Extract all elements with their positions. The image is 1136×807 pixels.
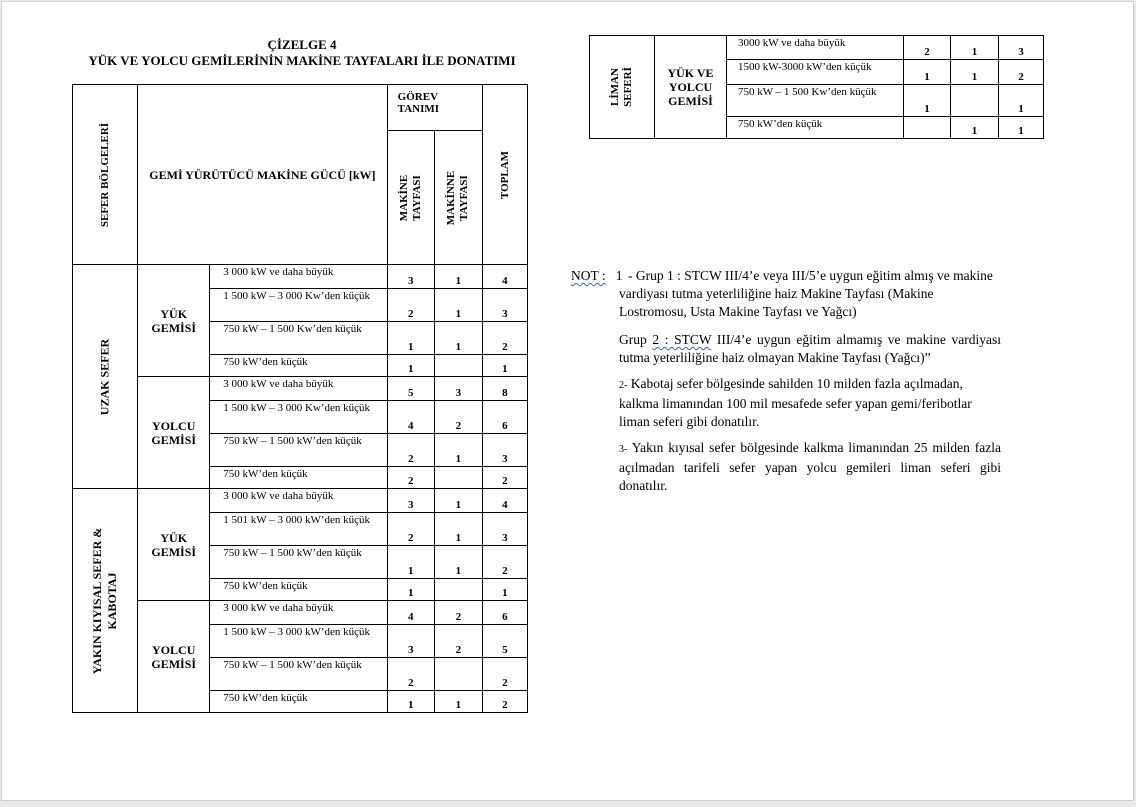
power-range-cell: 750 kW – 1 500 kW’den küçük: [210, 434, 387, 467]
table-row: [73, 265, 528, 289]
makine-tayfasi-value: 1: [387, 546, 434, 579]
makinne-tayfasi-value: 2: [434, 401, 482, 434]
header-makinne-tayfasi: MAKİNNE TAYFASI: [434, 131, 482, 265]
power-range-cell: 1 501 kW – 3 000 kW’den küçük: [210, 513, 387, 546]
header-makine-tayfasi: MAKİNE TAYFASI: [387, 131, 434, 265]
power-range-cell: 1500 kW-3000 kW’den küçük: [727, 60, 904, 85]
table-title: YÜK VE YOLCU GEMİLERİNİN MAKİNE TAYFALARI İLE DONATIMI: [88, 53, 516, 68]
ship-type-cell: YÜK VE YOLCU GEMİSİ: [655, 36, 727, 139]
note-3-text: Yakın kıyısal sefer bölgesinde kalkma limanından 25 milden fazla açılmadan tarifeli sefer yapan yolcu gemileri liman seferi gibi donatılır.: [619, 440, 1001, 493]
power-range-cell: 1 500 kW – 3 000 kW’den küçük: [210, 625, 387, 658]
makinne-tayfasi-value: 2: [434, 625, 482, 658]
note-group-2-text: III/4’e uygun eğitim almamış ve makine vardiyası tutma yeterliliğine haiz olmayan Makine Tayfası (Yağcı)”: [619, 332, 1001, 365]
note-2-text: Kabotaj sefer bölgesinde sahilden 10 milden fazla açılmadan, kalkma limanından 100 mil mesafede sefer yapan gemi/feribotlar liman seferi gibi donatılır.: [619, 376, 972, 429]
power-range-cell: 750 kW – 1 500 kW’den küçük: [210, 546, 387, 579]
power-range-cell: 3 000 kW ve daha büyük: [210, 601, 387, 625]
makine-tayfasi-value: 3: [387, 489, 434, 513]
power-range-cell: 750 kW’den küçük: [210, 691, 387, 713]
toplam-value: 1: [482, 355, 527, 377]
toplam-value: 2: [482, 546, 527, 579]
power-range-cell: 3 000 kW ve daha büyük: [210, 377, 387, 401]
ship-type-cell: YOLCU GEMİSİ: [138, 377, 210, 489]
note-2: [571, 375, 1001, 431]
makine-tayfasi-value: 2: [387, 289, 434, 322]
makine-tayfasi-value: 3: [387, 265, 434, 289]
toplam-value: 1: [482, 579, 527, 601]
makinne-tayfasi-value: [434, 579, 482, 601]
power-range-cell: 1 500 kW – 3 000 Kw’den küçük: [210, 289, 387, 322]
note-1-number: 1: [615, 268, 623, 283]
ship-type-cell: YÜK GEMİSİ: [138, 265, 210, 377]
toplam-value: 4: [482, 489, 527, 513]
note-3-number: 3-: [619, 444, 628, 455]
makinne-tayfasi-value: 1: [951, 117, 999, 139]
makine-tayfasi-value: 1: [387, 691, 434, 713]
power-range-cell: 3 000 kW ve daha büyük: [210, 489, 387, 513]
power-range-cell: 750 kW – 1 500 kW’den küçük: [210, 658, 387, 691]
note-label: NOT :: [571, 268, 606, 283]
makinne-tayfasi-value: 2: [434, 601, 482, 625]
note-1: [571, 267, 1001, 321]
toplam-value: 5: [482, 625, 527, 658]
toplam-value: 1: [999, 85, 1044, 117]
makinne-tayfasi-value: [434, 355, 482, 377]
makinne-tayfasi-value: 1: [434, 691, 482, 713]
makine-tayfasi-value: 2: [904, 36, 951, 60]
toplam-value: 2: [482, 467, 527, 489]
toplam-value: 3: [482, 434, 527, 467]
makinne-tayfasi-value: 1: [434, 289, 482, 322]
toplam-value: 6: [482, 601, 527, 625]
toplam-value: 1: [999, 117, 1044, 139]
makinne-tayfasi-value: [951, 85, 999, 117]
toplam-value: 2: [999, 60, 1044, 85]
toplam-value: 2: [482, 322, 527, 355]
toplam-value: 3: [482, 289, 527, 322]
toplam-value: 4: [482, 265, 527, 289]
makinne-tayfasi-value: 1: [434, 322, 482, 355]
region-cell: UZAK SEFER: [73, 265, 138, 489]
makinne-tayfasi-value: 1: [951, 60, 999, 85]
note-1-text: - Grup 1 : STCW III/4’e veya III/5’e uygun eğitim almış ve makine vardiyası tutma yeterliliğine haiz Makine Tayfası (Makine Lostromosu, Usta Makine Tayfası ve Yağcı): [619, 268, 993, 319]
toplam-value: 3: [999, 36, 1044, 60]
note-group-2: [571, 331, 1001, 367]
toplam-value: 6: [482, 401, 527, 434]
makine-tayfasi-value: [904, 117, 951, 139]
note-2-number: 2-: [619, 380, 628, 391]
makine-tayfasi-value: 2: [387, 658, 434, 691]
notes-block: [571, 267, 1001, 495]
makine-tayfasi-value: 4: [387, 401, 434, 434]
power-range-cell: 750 kW – 1 500 Kw’den küçük: [727, 85, 904, 117]
note-group-2-mark: 2 : STCW: [652, 332, 712, 347]
makine-tayfasi-value: 1: [387, 355, 434, 377]
power-range-cell: 3 000 kW ve daha büyük: [210, 265, 387, 289]
power-range-cell: 750 kW – 1 500 Kw’den küçük: [210, 322, 387, 355]
makinne-tayfasi-value: [434, 658, 482, 691]
power-range-cell: 3000 kW ve daha büyük: [727, 36, 904, 60]
header-gorev-tanimi: GÖREV TANIMI: [387, 85, 482, 131]
table-row: [73, 377, 528, 401]
makinne-tayfasi-value: 3: [434, 377, 482, 401]
header-sefer-bolgeleri: SEFER BÖLGELERİ: [73, 85, 138, 265]
header-gemi-gucu: GEMİ YÜRÜTÜCÜ MAKİNE GÜCÜ [kW]: [138, 85, 388, 265]
table-row: [590, 36, 1044, 60]
ship-type-cell: YOLCU GEMİSİ: [138, 601, 210, 713]
makine-tayfasi-value: 2: [387, 467, 434, 489]
makine-tayfasi-value: 2: [387, 513, 434, 546]
makine-tayfasi-value: 4: [387, 601, 434, 625]
makine-tayfasi-value: 1: [904, 85, 951, 117]
toplam-value: 8: [482, 377, 527, 401]
table-row: [73, 601, 528, 625]
region-cell: YAKIN KIYISAL SEFER & KABOTAJ: [73, 489, 138, 713]
main-table: [72, 84, 528, 713]
makinne-tayfasi-value: 1: [434, 265, 482, 289]
makinne-tayfasi-value: 1: [434, 546, 482, 579]
makine-tayfasi-value: 5: [387, 377, 434, 401]
power-range-cell: 750 kW’den küçük: [210, 355, 387, 377]
table-number: ÇİZELGE 4: [267, 37, 337, 52]
region-cell: LİMAN SEFERİ: [590, 36, 655, 139]
toplam-value: 3: [482, 513, 527, 546]
makine-tayfasi-value: 3: [387, 625, 434, 658]
makine-tayfasi-value: 2: [387, 434, 434, 467]
document-page: [1, 1, 1134, 801]
power-range-cell: 750 kW’den küçük: [210, 579, 387, 601]
makinne-tayfasi-value: [434, 467, 482, 489]
power-range-cell: 750 kW’den küçük: [210, 467, 387, 489]
makinne-tayfasi-value: 1: [434, 489, 482, 513]
makinne-tayfasi-value: 1: [951, 36, 999, 60]
makine-tayfasi-value: 1: [904, 60, 951, 85]
power-range-cell: 750 kW’den küçük: [727, 117, 904, 139]
table-row: [73, 489, 528, 513]
header-toplam: TOPLAM: [482, 85, 527, 265]
makine-tayfasi-value: 1: [387, 579, 434, 601]
note-group-2-prefix: Grup: [619, 332, 653, 347]
makinne-tayfasi-value: 1: [434, 513, 482, 546]
power-range-cell: 1 500 kW – 3 000 Kw’den küçük: [210, 401, 387, 434]
toplam-value: 2: [482, 691, 527, 713]
note-3: [571, 439, 1001, 495]
makinne-tayfasi-value: 1: [434, 434, 482, 467]
ship-type-cell: YÜK GEMİSİ: [138, 489, 210, 601]
toplam-value: 2: [482, 658, 527, 691]
makine-tayfasi-value: 1: [387, 322, 434, 355]
liman-table: [589, 35, 1044, 139]
